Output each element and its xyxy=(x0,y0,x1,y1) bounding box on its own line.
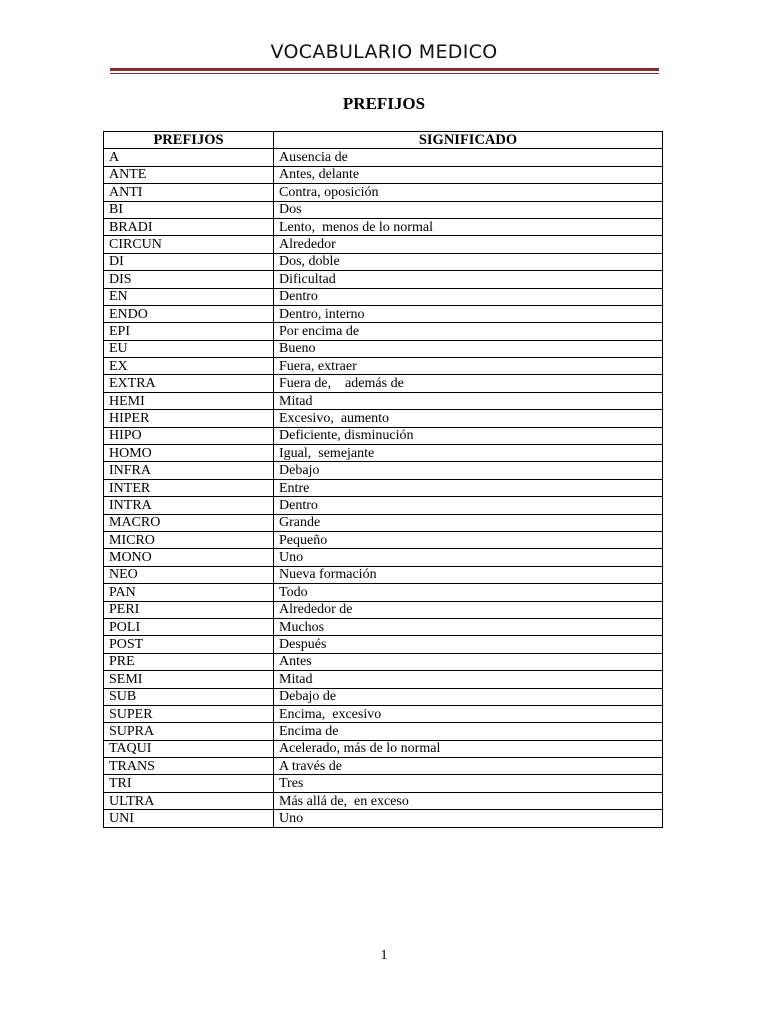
table-row xyxy=(104,462,663,479)
table-row xyxy=(104,497,663,514)
meaning-cell: Antes, delante xyxy=(274,166,663,183)
table-row xyxy=(104,288,663,305)
meaning-cell: Nueva formación xyxy=(274,566,663,583)
meaning-cell: Por encima de xyxy=(274,323,663,340)
table-row xyxy=(104,305,663,322)
prefix-cell: EPI xyxy=(104,323,274,340)
table-row xyxy=(104,584,663,601)
prefix-cell: TRANS xyxy=(104,758,274,775)
table-row xyxy=(104,758,663,775)
section-title: PREFIJOS xyxy=(342,94,426,113)
header-rule xyxy=(110,68,659,71)
table-row xyxy=(104,271,663,288)
prefix-cell: DIS xyxy=(104,271,274,288)
table-row xyxy=(104,253,663,270)
page-number: 1 xyxy=(380,948,388,963)
table-row xyxy=(104,723,663,740)
prefix-cell: EXTRA xyxy=(104,375,274,392)
prefix-cell: MICRO xyxy=(104,531,274,548)
meaning-cell: Dos xyxy=(274,201,663,218)
meaning-cell: Dentro, interno xyxy=(274,305,663,322)
header-rule-thin xyxy=(110,73,659,74)
prefix-cell: PERI xyxy=(104,601,274,618)
table-header-row xyxy=(104,132,663,149)
meaning-cell: Excesivo, aumento xyxy=(274,410,663,427)
prefix-cell: HIPO xyxy=(104,427,274,444)
prefix-cell: HIPER xyxy=(104,410,274,427)
table-row xyxy=(104,688,663,705)
table-row xyxy=(104,810,663,827)
table-row xyxy=(104,775,663,792)
prefix-cell: PAN xyxy=(104,584,274,601)
table-row xyxy=(104,671,663,688)
table-row xyxy=(104,636,663,653)
meaning-cell: Igual, semejante xyxy=(274,445,663,462)
table-row xyxy=(104,531,663,548)
column-header-prefix: PREFIJOS xyxy=(104,132,274,149)
table-row xyxy=(104,166,663,183)
meaning-cell: Después xyxy=(274,636,663,653)
table-row xyxy=(104,218,663,235)
prefix-cell: INFRA xyxy=(104,462,274,479)
meaning-cell: Entre xyxy=(274,479,663,496)
table-row xyxy=(104,549,663,566)
table-row xyxy=(104,340,663,357)
prefix-cell: A xyxy=(104,149,274,166)
table-row xyxy=(104,358,663,375)
prefix-cell: POST xyxy=(104,636,274,653)
prefix-cell: CIRCUN xyxy=(104,236,274,253)
meaning-cell: Fuera de, además de xyxy=(274,375,663,392)
table-row xyxy=(104,184,663,201)
prefix-cell: EU xyxy=(104,340,274,357)
table-row xyxy=(104,653,663,670)
table-row xyxy=(104,445,663,462)
meaning-cell: Mitad xyxy=(274,671,663,688)
meaning-cell: A través de xyxy=(274,758,663,775)
prefix-cell: EN xyxy=(104,288,274,305)
prefix-cell: SUPER xyxy=(104,705,274,722)
meaning-cell: Dos, doble xyxy=(274,253,663,270)
prefix-cell: INTRA xyxy=(104,497,274,514)
table-row xyxy=(104,566,663,583)
table-row xyxy=(104,601,663,618)
prefix-cell: TAQUI xyxy=(104,740,274,757)
table-row xyxy=(104,618,663,635)
prefix-cell: PRE xyxy=(104,653,274,670)
meaning-cell: Mitad xyxy=(274,392,663,409)
meaning-cell: Uno xyxy=(274,810,663,827)
meaning-cell: Grande xyxy=(274,514,663,531)
prefix-cell: ENDO xyxy=(104,305,274,322)
prefix-cell: ULTRA xyxy=(104,792,274,809)
prefix-cell: ANTE xyxy=(104,166,274,183)
meaning-cell: Lento, menos de lo normal xyxy=(274,218,663,235)
column-header-meaning: SIGNIFICADO xyxy=(274,132,663,149)
prefix-cell: EX xyxy=(104,358,274,375)
meaning-cell: Dificultad xyxy=(274,271,663,288)
meaning-cell: Todo xyxy=(274,584,663,601)
prefix-cell: BI xyxy=(104,201,274,218)
table-row xyxy=(104,323,663,340)
meaning-cell: Muchos xyxy=(274,618,663,635)
prefix-cell: NEO xyxy=(104,566,274,583)
prefix-cell: HOMO xyxy=(104,445,274,462)
meaning-cell: Debajo de xyxy=(274,688,663,705)
meaning-cell: Alrededor xyxy=(274,236,663,253)
meaning-cell: Dentro xyxy=(274,288,663,305)
table-row xyxy=(104,236,663,253)
meaning-cell: Tres xyxy=(274,775,663,792)
prefix-cell: TRI xyxy=(104,775,274,792)
meaning-cell: Contra, oposición xyxy=(274,184,663,201)
table-row xyxy=(104,740,663,757)
prefix-cell: MACRO xyxy=(104,514,274,531)
table-row xyxy=(104,705,663,722)
meaning-cell: Acelerado, más de lo normal xyxy=(274,740,663,757)
table-body xyxy=(104,149,663,827)
prefix-cell: SUB xyxy=(104,688,274,705)
table-row xyxy=(104,514,663,531)
meaning-cell: Uno xyxy=(274,549,663,566)
meaning-cell: Dentro xyxy=(274,497,663,514)
table-row xyxy=(104,375,663,392)
meaning-cell: Antes xyxy=(274,653,663,670)
meaning-cell: Deficiente, disminución xyxy=(274,427,663,444)
table-row xyxy=(104,410,663,427)
prefix-cell: SEMI xyxy=(104,671,274,688)
meaning-cell: Fuera, extraer xyxy=(274,358,663,375)
prefix-table xyxy=(103,131,663,828)
table-row xyxy=(104,201,663,218)
prefix-cell: INTER xyxy=(104,479,274,496)
prefix-cell: SUPRA xyxy=(104,723,274,740)
table-row xyxy=(104,427,663,444)
meaning-cell: Alrededor de xyxy=(274,601,663,618)
document-header-title: VOCABULARIO MEDICO xyxy=(270,41,498,63)
meaning-cell: Encima de xyxy=(274,723,663,740)
table-row xyxy=(104,392,663,409)
meaning-cell: Ausencia de xyxy=(274,149,663,166)
prefix-cell: ANTI xyxy=(104,184,274,201)
prefix-cell: POLI xyxy=(104,618,274,635)
prefix-cell: BRADI xyxy=(104,218,274,235)
meaning-cell: Encima, excesivo xyxy=(274,705,663,722)
prefix-cell: DI xyxy=(104,253,274,270)
meaning-cell: Pequeño xyxy=(274,531,663,548)
prefix-cell: MONO xyxy=(104,549,274,566)
table-row xyxy=(104,479,663,496)
table-row xyxy=(104,149,663,166)
meaning-cell: Más allá de, en exceso xyxy=(274,792,663,809)
prefix-cell: HEMI xyxy=(104,392,274,409)
prefix-cell: UNI xyxy=(104,810,274,827)
table-row xyxy=(104,792,663,809)
meaning-cell: Debajo xyxy=(274,462,663,479)
meaning-cell: Bueno xyxy=(274,340,663,357)
